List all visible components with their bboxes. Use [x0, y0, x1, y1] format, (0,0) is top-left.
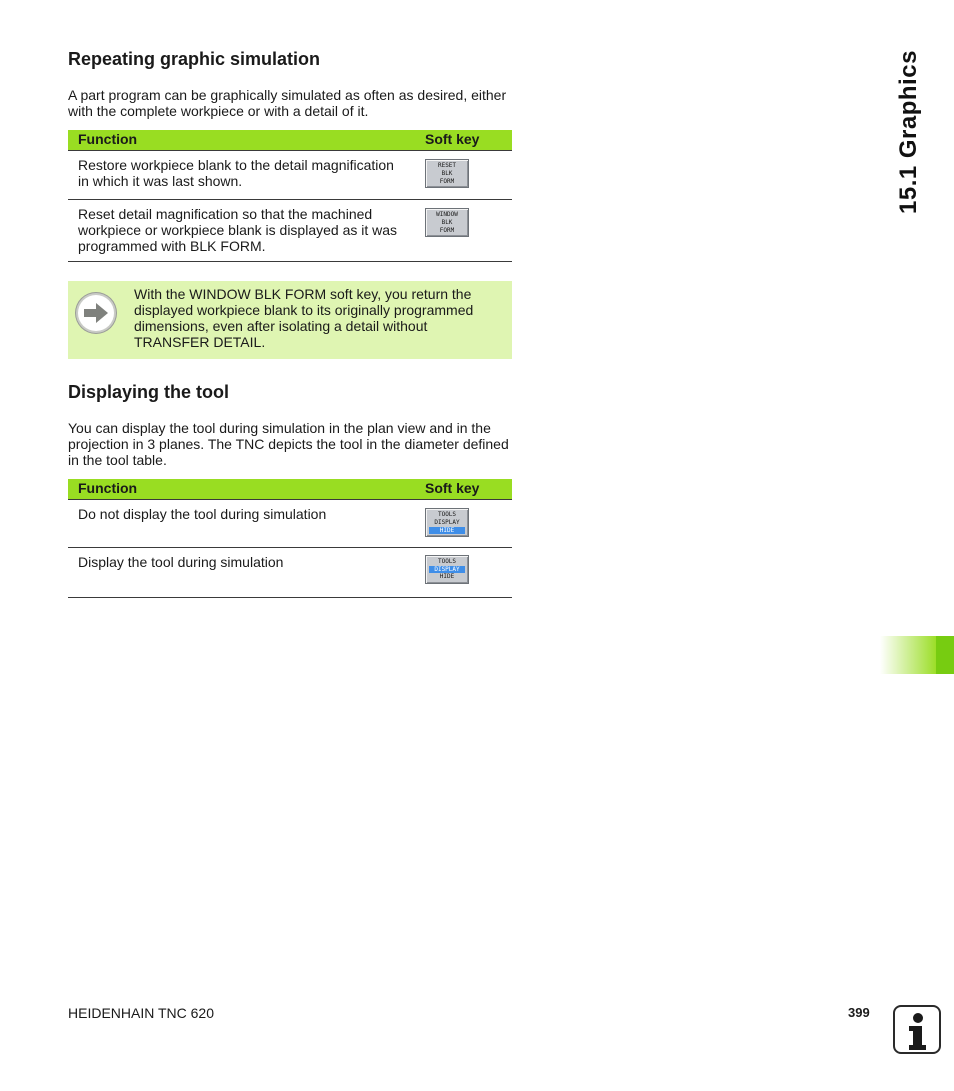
section-heading-tool: Displaying the tool: [68, 382, 230, 402]
section-heading-repeating: Repeating graphic simulation: [68, 49, 321, 69]
table-row: [68, 200, 512, 262]
function-text: Display the tool during simulation: [78, 554, 284, 570]
table-row: [68, 548, 512, 598]
column-header-softkey: Soft key: [425, 480, 480, 496]
footer-manual-name: HEIDENHAIN TNC 620: [68, 1005, 215, 1021]
column-header-function: Function: [78, 480, 138, 496]
page-number: 399: [848, 1005, 870, 1020]
column-header-function: Function: [78, 131, 138, 147]
column-header-softkey: Soft key: [425, 131, 480, 147]
section-paragraph-repeating: A part program can be graphically simulated as often as desired, either with the complete workpiece or with a detail of it.: [68, 87, 507, 119]
note-text: With the WINDOW BLK FORM soft key, you return the displayed workpiece blank to its originally programmed dimensions, even after isolating a detail without TRANSFER DETAIL.: [134, 286, 474, 350]
table-row: [68, 499, 512, 548]
info-icon: [893, 1005, 941, 1054]
table-header: [68, 130, 512, 150]
tools-display-show-softkey[interactable]: TOOLS DISPLAY HIDE: [425, 555, 469, 584]
tools-display-hide-softkey[interactable]: TOOLS DISPLAY HIDE: [425, 508, 469, 537]
table-row: [68, 150, 512, 200]
window-blk-form-softkey[interactable]: WINDOW BLK FORM: [425, 208, 469, 237]
table-header: [68, 479, 512, 499]
function-text: Restore workpiece blank to the detail magnification in which it was last shown.: [78, 157, 394, 189]
function-text: Reset detail magnification so that the machined workpiece or workpiece blank is displayed as it was programmed with BLK FORM.: [78, 206, 398, 254]
function-text: Do not display the tool during simulation: [78, 506, 327, 522]
function-table-tool: [68, 479, 512, 598]
note-box: [68, 281, 512, 359]
reset-blk-form-softkey[interactable]: RESET BLK FORM: [425, 159, 469, 188]
chapter-side-title: 15.1 Graphics: [895, 50, 922, 214]
chapter-tab-edge: [936, 636, 954, 674]
arrow-right-icon: [78, 295, 114, 331]
section-paragraph-tool: You can display the tool during simulation in the plan view and in the projection in 3 planes. The TNC depicts the tool in the diameter defined in the tool table.: [68, 420, 509, 468]
function-table-repeating: [68, 130, 512, 262]
